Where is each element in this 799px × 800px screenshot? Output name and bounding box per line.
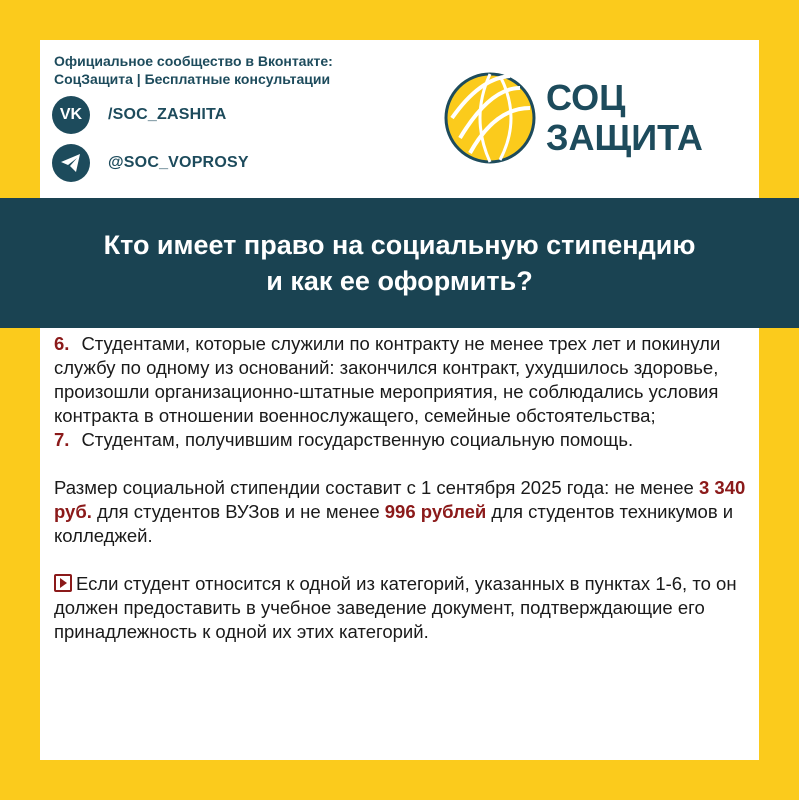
brand-name bbox=[546, 78, 703, 158]
content bbox=[54, 332, 754, 644]
vk-icon-text: VK bbox=[59, 106, 83, 123]
title-line-2: и как ее оформить? bbox=[266, 266, 533, 296]
telegram-icon bbox=[52, 144, 90, 182]
size-pre: Размер социальной стипендии составит с 1 сентября 2025 года: не менее bbox=[54, 477, 699, 498]
item-6-number: 6. bbox=[54, 333, 70, 354]
community-line-1: Официальное сообщество в Вконтакте: bbox=[54, 53, 333, 69]
size-amount-2: 996 рублей bbox=[384, 501, 487, 522]
note-paragraph bbox=[54, 572, 754, 644]
size-post: для студентов техникумов и колледжей. bbox=[54, 501, 734, 546]
item-7-number: 7. bbox=[54, 429, 70, 450]
spacer bbox=[54, 548, 754, 572]
globe-logo-icon bbox=[440, 68, 540, 168]
stipend-size-paragraph bbox=[54, 476, 754, 548]
list-item-6 bbox=[54, 332, 754, 428]
brand-name-line-2: ЗАЩИТА bbox=[546, 117, 703, 158]
vk-handle[interactable]: /SOC_ZASHITA bbox=[108, 106, 227, 123]
title-line-1: Кто имеет право на социальную стипендию bbox=[103, 230, 696, 260]
play-icon bbox=[54, 574, 72, 592]
header bbox=[40, 40, 759, 200]
telegram-link[interactable] bbox=[52, 144, 249, 182]
item-7-text: Студентам, получившим государственную социальную помощь. bbox=[81, 429, 634, 450]
title-banner bbox=[0, 198, 799, 328]
size-mid: для студентов ВУЗов и не менее bbox=[91, 501, 385, 522]
item-6-text: Студентами, которые служили по контракту не менее трех лет и покинули службу по одному из оснований: закончился контракт, ухудшилось здоровье, произошли организационно-штатные мероприятия, не соблюдались условия контракта в отношении военнослужащего, семейные обстоятельства; bbox=[54, 333, 721, 426]
vk-icon bbox=[52, 96, 90, 134]
community-info bbox=[54, 52, 333, 88]
vk-link[interactable] bbox=[52, 96, 227, 134]
brand-logo bbox=[440, 68, 740, 178]
size-amount-1: 3 340 руб. bbox=[54, 477, 746, 522]
list-item-7 bbox=[54, 428, 754, 452]
telegram-handle[interactable]: @SOC_VOPROSY bbox=[108, 154, 249, 171]
community-line-2: СоцЗащита | Бесплатные консультации bbox=[54, 71, 331, 87]
note-text: Если студент относится к одной из категорий, указанных в пунктах 1-6, то он должен предоставить в учебное заведение документ, подтверждающие его принадлежность к одной их этих категорий. bbox=[54, 573, 737, 642]
brand-name-line-1: СОЦ bbox=[546, 77, 626, 118]
spacer bbox=[54, 452, 754, 476]
